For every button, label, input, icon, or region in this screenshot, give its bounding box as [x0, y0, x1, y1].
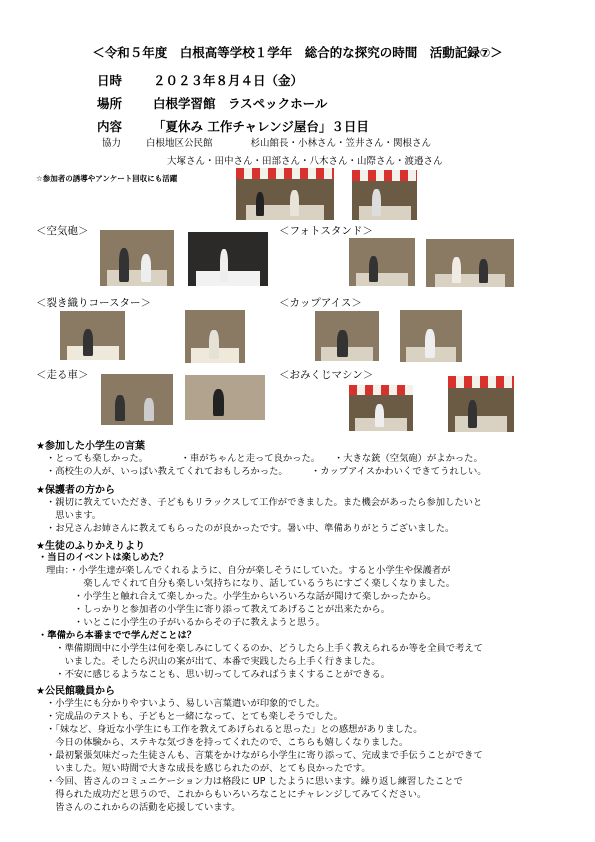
parents-line: 思います。: [46, 510, 102, 521]
staff-heading: ★公民館職員から: [36, 686, 115, 697]
staff-line: ・今回、皆さんのコミュニケーション力は格段に UP したように思います。繰り返し練習したことで: [46, 776, 463, 787]
photo-photo-stand-2: [426, 239, 514, 287]
photo-photo-stand-1: [349, 238, 415, 286]
students-reason-line: 楽しんでくれて自分も楽しい気持ちになり、話しているうちにすごく楽しくなりました。: [46, 578, 456, 589]
place-label: 場所: [97, 96, 123, 111]
kids-line: ・とっても楽しかった。 ・車がちゃんと走って良かった。 ・大きな銃（空気砲）がよかった。: [46, 453, 483, 464]
students-learned-line: ・準備期間中に小学生は何を楽しみにしてくるのか、どうしたら上手く教えられるか等を全員で考えて: [46, 643, 483, 654]
caption-air-cannon: ＜空気砲＞: [36, 225, 89, 237]
place-value: 白根学習館 ラスペックホール: [153, 96, 328, 111]
date-value: ２０２３年８月４日（金）: [153, 73, 304, 88]
photo-cup-ice-2: [400, 310, 462, 362]
staff-line: 今日の体験から、ステキな気づきを持ってくれたので、こちらも嬉しくなりました。: [46, 737, 409, 748]
photo-air-cannon-1: [100, 230, 174, 286]
staff-line: いました。短い時間で大きな成長を感じられたのが、とても良かったです。: [46, 763, 371, 774]
parents-heading: ★保護者の方から: [36, 485, 115, 496]
date-label: 日時: [97, 73, 123, 88]
photo-omikuji-1: [349, 385, 413, 431]
photo-cup-ice-1: [315, 311, 379, 361]
students-reason-line: ・小学生と触れ合えて楽しかった。小学生からいろいろな話が聞けて楽しかったから。: [46, 591, 437, 602]
students-reason-line: ・しっかりと参加者の小学生に寄り添って教えてあげることが出来たから。: [46, 604, 390, 615]
photo-omikuji-2: [448, 376, 514, 432]
caption-car: ＜走る車＞: [36, 369, 89, 381]
event-photo-guiding: [236, 168, 334, 220]
caption-cup-ice: ＜カップアイス＞: [279, 297, 362, 309]
coop-label: 協力: [102, 138, 122, 149]
page-title: ＜令和５年度 白根高等学校１学年 総合的な探究の時間 活動記録⑦＞: [92, 45, 503, 60]
staff-line: ・小学生にも分かりやすいよう、易しい言葉遣いが印象的でした。: [46, 698, 325, 709]
staff-line: ・完成品のテストも、子どもと一緒になって、とても楽しそうでした。: [46, 711, 343, 722]
students-reason-line: 理由：・小学生達が楽しんでくれるように、自分が楽しそうにしていた。すると小学生や保護者が: [46, 565, 451, 576]
staff-line: 皆さんのこれからの活動を応援しています。: [46, 802, 241, 813]
staff-line: ・「妹など、身近な小学生にも工作を教えてあげられると思った」との感想がありました。: [46, 724, 423, 735]
photo-coaster-1: [60, 311, 125, 360]
photo-car-2: [185, 375, 265, 420]
content-label: 内容: [97, 119, 123, 134]
caption-coaster: ＜裂き織りコースター＞: [36, 297, 151, 309]
students-reason-line: ・いとこに小学生の子がいるからその子に教えようと思う。: [46, 617, 325, 628]
students-question-1: ・当日のイベントは楽しめた？: [38, 552, 169, 563]
event-photo-survey: [352, 170, 417, 220]
kids-line: ・高校生の人が、いっぱい教えてくれておもしろかった。 ・カップアイスかわいくできてうれしい。: [46, 466, 487, 477]
parents-line: ・お兄さんお姉さんに教えてもらったのが良かったです。暑い中、準備ありがとうございました。: [46, 523, 455, 534]
caption-omikuji: ＜おみくじマシン＞: [279, 369, 374, 381]
students-question-2: ・準備から本番までで学んだことは？: [38, 630, 197, 641]
parents-line: ・親切に教えていただき、子どももリラックスして工作ができました。また機会があったら参加したいと: [46, 497, 483, 508]
staff-line: 得られた成功だと思うので、これからもいろいろなことにチャレンジしてみてください。: [46, 789, 427, 800]
note-text: ☆参加者の誘導やアンケート回収にも活躍: [36, 174, 178, 183]
photo-coaster-2: [185, 310, 245, 363]
students-learned-line: いました。そしたら沢山の案が出て、本番で実践したら上手く行きました。: [46, 656, 381, 667]
coop-line2: 大塚さん・田中さん・田部さん・八木さん・山際さん・渡邉さん: [167, 156, 443, 167]
caption-photo-stand: ＜フォトスタンド＞: [279, 225, 373, 237]
kids-heading: ★参加した小学生の言葉: [36, 441, 145, 452]
content-value: 「夏休み 工作チャレンジ屋台」３日目: [153, 119, 369, 134]
photo-car-1: [101, 374, 173, 425]
students-learned-line: ・不安に感じるようなことも、思い切ってしてみればうまくすることができる。: [46, 669, 390, 680]
staff-line: ・最初緊張気味だった生徒さんも、言葉をかけながら小学生に寄り添って、完成まで手伝うことができて: [46, 750, 483, 761]
photo-air-cannon-2: [188, 232, 268, 286]
coop-line1: 白根地区公民館 杉山館長・小林さん・笠井さん・関根さん: [146, 138, 432, 149]
students-heading: ★生徒のふりかえりより: [36, 541, 145, 552]
